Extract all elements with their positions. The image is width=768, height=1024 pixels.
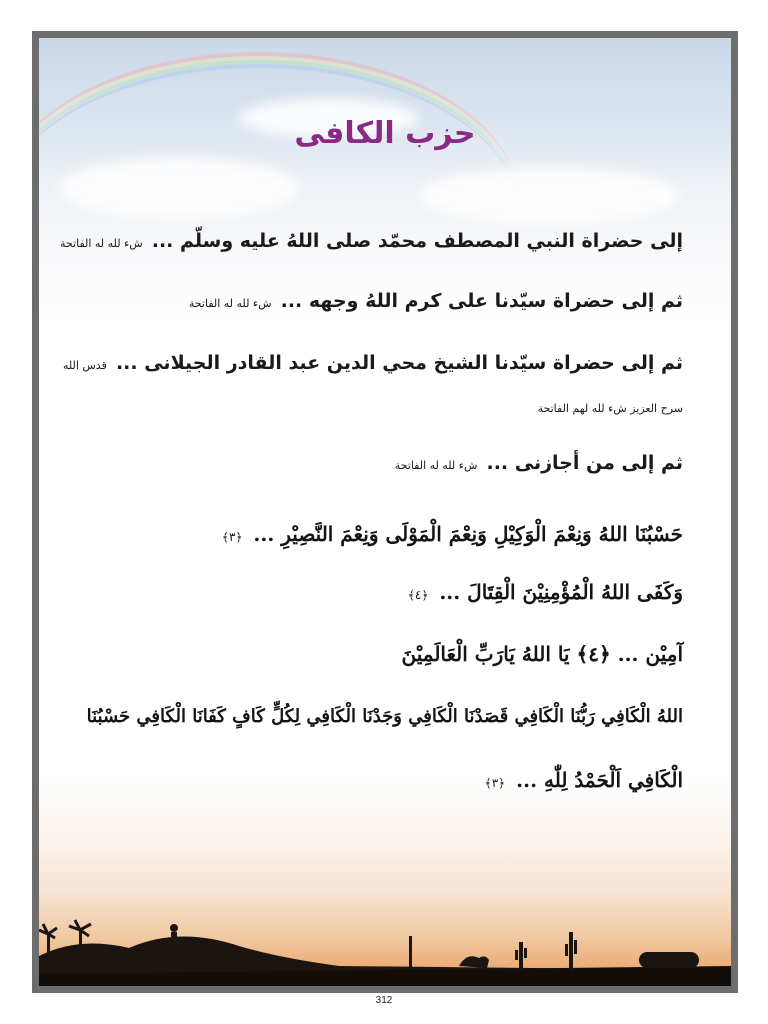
verse-line (87, 706, 683, 727)
verse-text: الْكَافِي اَلْحَمْدُ لِلّٰهِ ... (516, 768, 683, 792)
dedication-note: قدس الله (62, 359, 107, 372)
desert-silhouette-decoration (39, 896, 731, 986)
dedication-main: ثم إلى حضراة سيّدنا على كرم اللهُ وجهه ... (280, 290, 683, 312)
dedication-main: إلى حضراة النبي المصطف محمّد صلى اللهُ عليه وسلّم ... (151, 230, 683, 252)
dedication-note: شء لله له الفاتحة (394, 459, 478, 472)
cloud-decoration (419, 168, 679, 223)
background-panel (39, 38, 731, 986)
dedication-main: ثم إلى من أجازنى ... (486, 452, 683, 474)
verse-line (485, 768, 683, 792)
dedication-note: شء لله له الفاتحة (60, 237, 143, 250)
verse-line (408, 580, 683, 604)
verse-text: حَسْبُنَا اللهُ وَنِعْمَ الْوَكِيْلِ وَنِعْمَ الْمَوْلَى وَنِعْمَ النَّصِيْرِ ... (253, 522, 683, 546)
verse-line (402, 642, 684, 666)
page-title: حزب الكافى (294, 116, 476, 151)
dedication-line (395, 452, 683, 474)
verse-line (222, 522, 683, 546)
page-number: 312 (375, 995, 393, 1006)
dedication-subline: سرح العزيز شء لله لهم الفاتحة (537, 402, 683, 415)
dedication-line (60, 230, 683, 252)
verse-repeat-mark: ﴿٤﴾ (407, 588, 429, 602)
verse-text: وَكَفَى اللهُ الْمُؤْمِنِيْنَ الْقِتَالَ ... (439, 580, 683, 604)
dedication-main: ثم إلى حضراة سيّدنا الشيخ محي الدين عبد القادر الجيلانى ... (115, 352, 683, 374)
page-frame (32, 31, 738, 993)
verse-text: اللهُ الْكَافِي رَبُّنَا الْكَافِي قَصَدْنَا الْكَافِي وَجَدْنَا الْكَافِي لِكُلٍّ كَافٍ كَفَانَا الْكَافِي حَسْبُنَا (86, 706, 683, 727)
verse-repeat-mark: ﴿٣﴾ (221, 530, 243, 544)
dedication-line (63, 352, 683, 374)
dedication-line (189, 290, 683, 312)
dedication-note: شء لله له الفاتحة (188, 297, 272, 310)
verse-repeat-mark: ﴿٣﴾ (484, 776, 506, 790)
verse-text: آمِيْن ... ﴿٤﴾ يَا اللهُ يَارَبِّ الْعَالَمِيْنَ (401, 642, 683, 666)
cloud-decoration (59, 158, 299, 218)
